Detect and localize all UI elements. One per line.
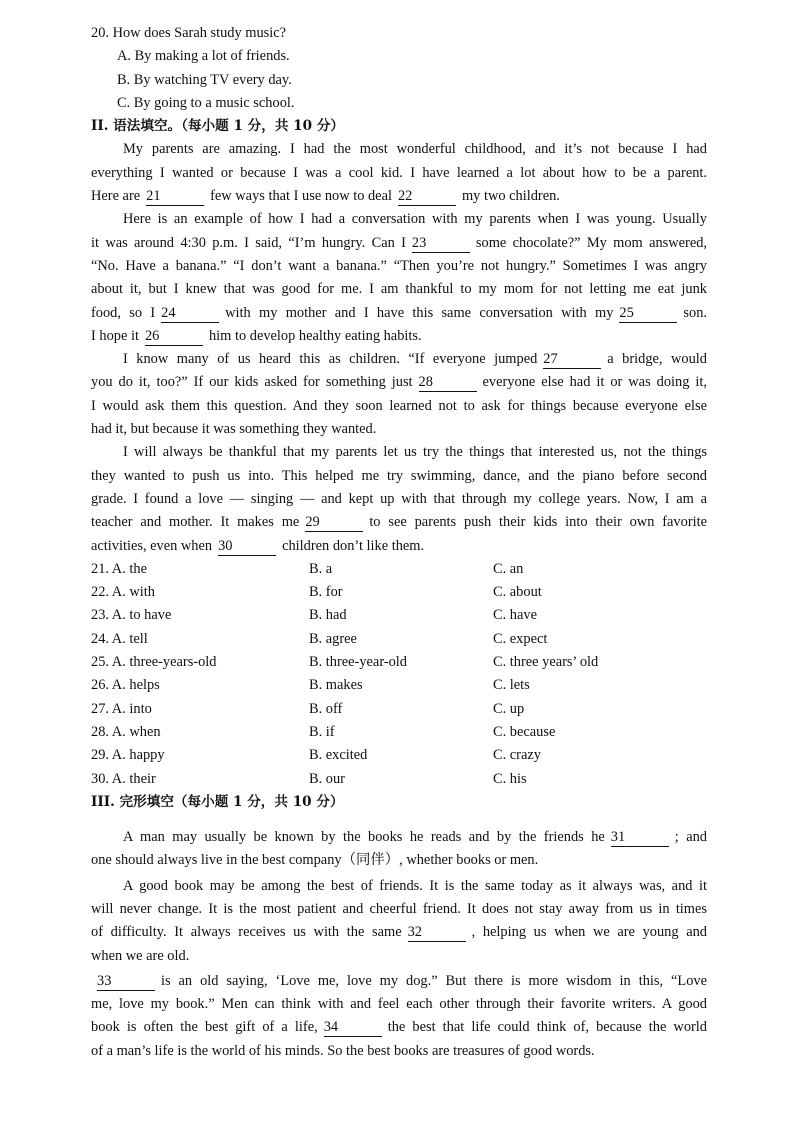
paragraph [91,441,707,557]
line-text: my two children. [461,188,560,205]
option-b: B. off [309,700,343,717]
answer-blank[interactable]: 33 [97,973,155,991]
option-c: C. expect [493,630,548,647]
option-a: 24. A. tell [91,630,148,647]
text-line [91,875,707,898]
option-a: 26. A. helps [91,677,160,694]
paragraph [91,208,707,348]
line-text: to see parents push their kids into their own favorite [369,514,707,531]
option-a: 29. A. happy [91,747,165,764]
option-b: B. a [309,560,333,577]
line-text: A good book may be among the best of friends. It is the same today as it always was, and it [123,877,707,894]
option-row [91,768,707,791]
line-text: some chocolate?” My mom answered, [475,234,707,251]
text-line [91,395,707,418]
text-line [91,465,707,488]
text-line [91,138,707,161]
line-text: him to develop healthy eating habits. [208,327,422,344]
text-line [91,826,707,849]
text-line [91,278,707,301]
text-line [91,1040,707,1063]
text-line [91,1016,707,1039]
option-c: C. three years’ old [493,654,599,671]
answer-blank[interactable]: 28 [419,374,477,392]
text-line [91,348,707,371]
option-a: A. By making a lot of friends. [117,48,290,65]
line-text: everyone else had it or was doing it, [482,374,707,391]
line-text: activities, even when [91,537,213,554]
option-b: B. our [309,770,345,787]
text-line [91,970,707,993]
text-line [91,325,707,348]
paragraph [91,826,707,873]
option-b: B. By watching TV every day. [117,71,292,88]
text-line [91,898,707,921]
line-text: me, love my book.” Men can think with and feel each other through their favorite writers. A good [91,996,707,1013]
line-text: teacher and mother. It makes me [91,514,300,531]
line-text: one should always live in the best company（同伴）, whether books or men. [91,852,539,869]
paragraph [91,970,707,1063]
text-line [91,418,707,441]
text-line [91,945,707,968]
text-line [91,488,707,511]
paragraph [91,875,707,968]
option-row [91,558,707,581]
answer-blank[interactable]: 24 [161,305,219,323]
line-text: Here is an example of how I had a conversation with my parents when I was young. Usually [123,211,707,228]
answer-blank[interactable]: 31 [611,829,669,847]
option-row [91,581,707,604]
line-text: few ways that I use now to deal [210,188,392,205]
line-text: I know many of us heard this as children. “If everyone jumped [123,351,538,368]
option-c: C. his [493,770,527,787]
exam-page [91,22,707,1063]
line-text: food, so I [91,304,156,321]
option-c: C. have [493,607,537,624]
option-a: 21. A. the [91,560,147,577]
text-line [91,371,707,394]
answer-blank[interactable]: 22 [398,188,456,206]
line-text: they wanted to push us into. This helped me try swimming, dance, and the piano before second [91,467,707,484]
section-title-cloze: III. 完形填空（每小题 1 分，共 10 分） [91,793,344,810]
option-b: B. excited [309,747,368,764]
option-b: B. agree [309,630,357,647]
option-a: 27. A. into [91,700,152,717]
line-text: the best that life could think of, because the world [387,1019,708,1036]
section-title-grammar: II. 语法填空。（每小题 1 分，共 10 分） [91,118,345,135]
answer-blank[interactable]: 26 [145,328,203,346]
option-c: C. an [493,560,524,577]
option-row [91,744,707,767]
option-c: C. By going to a music school. [117,94,295,111]
option-b: B. three-year-old [309,654,408,671]
option-a: 30. A. their [91,770,156,787]
option-b: B. if [309,723,335,740]
answer-blank[interactable]: 25 [619,305,677,323]
option-c: C. about [493,584,542,601]
option-c: C. because [493,723,556,740]
text-line [91,232,707,255]
paragraph [91,138,707,208]
line-text: book is often the best gift of a life, [91,1019,318,1036]
answer-blank[interactable]: 34 [324,1019,382,1037]
question-stem: 20. How does Sarah study music? [91,25,287,41]
text-line [91,162,707,185]
line-text: everything I wanted or because I was a cool kid. I have learned a lot about how to be a parent. [91,164,707,181]
option-a: 28. A. when [91,723,161,740]
text-line [91,185,707,208]
text-line [91,993,707,1016]
text-line [91,849,707,872]
line-text: , helping us when we are young and [471,924,708,941]
option-b: B. for [309,584,343,601]
line-text: when we are old. [91,947,190,964]
line-text: grade. I found a love — singing — and kept up with that through my college years. Now, I am a [91,490,707,507]
line-text: with my mother and I have this same conversation with my [225,304,614,321]
line-text: is an old saying, ‘Love me, love my dog.” But there is more wisdom in this, “Love [161,972,707,989]
option-a: 22. A. with [91,584,155,601]
answer-blank[interactable]: 21 [146,188,204,206]
answer-blank[interactable]: 27 [543,351,601,369]
text-line [91,921,707,944]
grammar-options [91,558,707,791]
line-text: Here are [91,188,141,205]
line-text: a bridge, would [607,351,707,368]
answer-blank[interactable]: 23 [412,235,470,253]
option-b: B. had [309,607,347,624]
line-text: I will always be thankful that my parents let us try the things that interested us, not the things [123,444,707,461]
option-c: C. crazy [493,747,541,764]
line-text: son. [683,304,707,321]
option-a: 23. A. to have [91,607,172,624]
line-text: it was around 4:30 p.m. I said, “I’m hungry. Can I [91,234,406,251]
option-row [91,604,707,627]
option-c: C. lets [493,677,530,694]
line-text: of difficulty. It always receives us with the same [91,924,402,941]
line-text: children don’t like them. [282,537,425,554]
text-line [91,208,707,231]
text-line [91,441,707,464]
line-text: of a man’s life is the world of his minds. So the best books are treasures of good words. [91,1042,595,1059]
answer-blank[interactable]: 29 [305,514,363,532]
line-text: you do it, too?” If our kids asked for something just [91,374,413,391]
line-text: A man may usually be known by the books he reads and by the friends he [123,829,605,846]
cloze-passage [91,826,707,1063]
line-text: ; and [674,829,708,846]
question-20 [91,22,707,115]
line-text: had it, but because it was something they wanted. [91,421,377,438]
line-text: I hope it [91,327,139,344]
text-line [91,255,707,278]
option-row [91,674,707,697]
option-row [91,721,707,744]
line-text: will never change. It is the most patient and cheerful friend. It does not stay away from us in times [91,900,707,917]
answer-blank[interactable]: 30 [218,538,276,556]
option-c: C. up [493,700,525,717]
option-row [91,628,707,651]
text-line [91,302,707,325]
paragraph [91,348,707,441]
line-text: I would ask them this question. And they soon learned not to ask for things because everyone else [91,397,707,414]
option-a: 25. A. three-years-old [91,654,217,671]
line-text: My parents are amazing. I had the most wonderful childhood, and it’s not because I had [123,141,707,158]
option-row [91,651,707,674]
line-text: about it, but I knew that was good for me. I am thankful to my mom for not letting me eat junk [91,281,707,298]
grammar-passage [91,138,707,557]
answer-blank[interactable]: 32 [408,924,466,942]
text-line [91,511,707,534]
text-line [91,535,707,558]
option-row [91,698,707,721]
line-text: “No. Have a banana.” “I don’t want a banana.” “Then you’re not hungry.” Sometimes I was angry [91,257,707,274]
option-b: B. makes [309,677,363,694]
